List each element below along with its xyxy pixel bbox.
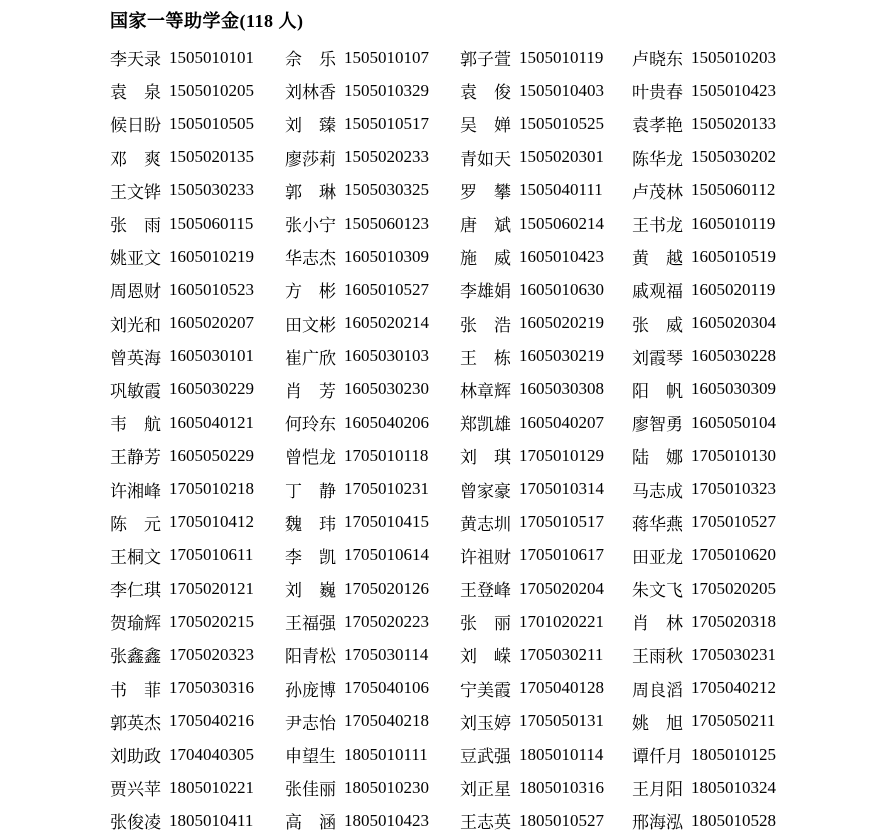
- recipient-id: 1505010203: [691, 47, 776, 67]
- recipient-name: 崔广欣: [285, 348, 336, 368]
- recipient-id: 1605050104: [691, 412, 776, 432]
- recipient-name: 张 浩: [460, 315, 511, 335]
- recipient-id: 1805010221: [169, 777, 254, 797]
- recipient-id: 1805010527: [519, 810, 604, 830]
- recipient-id: 1705010231: [344, 479, 429, 499]
- recipient-name: 陆 娜: [632, 448, 683, 468]
- recipient-id: 1505010205: [169, 80, 254, 100]
- recipient-entry: [460, 207, 632, 240]
- recipient-id: 1705010415: [344, 512, 429, 532]
- recipient-entry: [285, 705, 460, 738]
- recipient-id: 1704040305: [169, 744, 254, 764]
- recipient-entry: [460, 804, 632, 837]
- recipient-name: 黄志圳: [460, 514, 511, 534]
- recipient-id: 1805010111: [344, 744, 428, 764]
- recipient-id: 1705010614: [344, 545, 429, 565]
- recipient-id: 1605030229: [169, 379, 254, 399]
- recipient-name: 刘光和: [110, 315, 161, 335]
- recipient-entry: [110, 705, 285, 738]
- recipient-id: 1605020214: [344, 313, 429, 333]
- recipient-entry: [460, 638, 632, 671]
- recipient-name: 曾家豪: [460, 481, 511, 501]
- recipient-id: 1805010411: [169, 810, 254, 830]
- recipient-name: 王登峰: [460, 581, 511, 601]
- recipient-entry: [632, 373, 802, 406]
- recipient-name: 贺瑜辉: [110, 614, 161, 634]
- recipient-entry: [285, 506, 460, 539]
- recipient-entry: [460, 240, 632, 273]
- recipient-name: 周良滔: [632, 680, 683, 700]
- recipient-entry: [110, 506, 285, 539]
- recipient-id: 1705020323: [169, 644, 254, 664]
- recipient-entry: [110, 107, 285, 140]
- recipient-name: 王文铧: [110, 182, 161, 202]
- recipient-entry: [460, 605, 632, 638]
- recipient-entry: [632, 605, 802, 638]
- recipient-name: 高 涵: [285, 813, 336, 833]
- recipient-name: 卢茂林: [632, 182, 683, 202]
- recipient-id: 1705020318: [691, 611, 776, 631]
- recipient-id: 1505010101: [169, 47, 254, 67]
- recipient-id: 1505060115: [169, 213, 254, 233]
- recipient-entry: [285, 472, 460, 505]
- recipient-id: 1705010129: [519, 445, 604, 465]
- recipient-id: 1605030228: [691, 346, 776, 366]
- recipient-entry: [632, 273, 802, 306]
- recipient-entry: [285, 107, 460, 140]
- recipient-id: 1705020121: [169, 578, 254, 598]
- recipient-id: 1805010316: [519, 777, 604, 797]
- recipient-id: 1805010324: [691, 777, 776, 797]
- recipient-id: 1705010412: [169, 512, 254, 532]
- recipient-entry: [632, 340, 802, 373]
- recipient-id: 1605020219: [519, 313, 604, 333]
- recipient-name: 邓 爽: [110, 149, 161, 169]
- recipient-id: 1705040216: [169, 711, 254, 731]
- recipient-id: 1505040111: [519, 180, 603, 200]
- recipient-name: 姚亚文: [110, 249, 161, 269]
- recipient-entry: [110, 240, 285, 273]
- document-title: 国家一等助学金(118 人): [110, 11, 304, 31]
- recipient-name: 王月阳: [632, 780, 683, 800]
- recipient-name: 张小宁: [285, 216, 336, 236]
- recipient-name: 王福强: [285, 614, 336, 634]
- recipient-grid: [110, 41, 892, 838]
- recipient-entry: [110, 174, 285, 207]
- recipient-name: 青如天: [460, 149, 511, 169]
- recipient-id: 1705040212: [691, 678, 776, 698]
- recipient-name: 田文彬: [285, 315, 336, 335]
- recipient-name: 孙庞博: [285, 680, 336, 700]
- recipient-id: 1705020205: [691, 578, 776, 598]
- recipient-name: 刘 嵘: [460, 647, 511, 667]
- recipient-entry: [285, 638, 460, 671]
- recipient-entry: [632, 506, 802, 539]
- recipient-entry: [632, 174, 802, 207]
- recipient-entry: [460, 506, 632, 539]
- recipient-name: 豆武强: [460, 747, 511, 767]
- recipient-name: 罗 攀: [460, 182, 511, 202]
- recipient-name: 巩敏霞: [110, 381, 161, 401]
- recipient-id: 1605010309: [344, 246, 429, 266]
- recipient-id: 1505010119: [519, 47, 604, 67]
- recipient-name: 王静芳: [110, 448, 161, 468]
- recipient-id: 1705010314: [519, 479, 604, 499]
- recipient-id: 1505010505: [169, 113, 254, 133]
- recipient-id: 1705020215: [169, 611, 254, 631]
- recipient-name: 郭子萱: [460, 50, 511, 70]
- recipient-entry: [110, 572, 285, 605]
- recipient-entry: [110, 605, 285, 638]
- recipient-name: 许祖财: [460, 547, 511, 567]
- recipient-name: 张 丽: [460, 614, 511, 634]
- recipient-name: 王志英: [460, 813, 511, 833]
- recipient-id: 1705010517: [519, 512, 604, 532]
- recipient-name: 张佳丽: [285, 780, 336, 800]
- recipient-id: 1701020221: [519, 611, 604, 631]
- recipient-id: 1705030211: [519, 644, 604, 664]
- recipient-name: 田亚龙: [632, 547, 683, 567]
- recipient-entry: [285, 373, 460, 406]
- recipient-name: 李天录: [110, 50, 161, 70]
- recipient-entry: [110, 406, 285, 439]
- recipient-id: 1605050229: [169, 445, 254, 465]
- recipient-name: 郭英杰: [110, 713, 161, 733]
- recipient-id: 1505010329: [344, 80, 429, 100]
- recipient-name: 王桐文: [110, 547, 161, 567]
- recipient-name: 刘林香: [285, 83, 336, 103]
- recipient-id: 1505030202: [691, 147, 776, 167]
- recipient-entry: [632, 738, 802, 771]
- recipient-entry: [460, 41, 632, 74]
- recipient-id: 1605030219: [519, 346, 604, 366]
- recipient-entry: [285, 572, 460, 605]
- recipient-name: 刘 臻: [285, 116, 336, 136]
- recipient-id: 1505020233: [344, 147, 429, 167]
- recipient-id: 1505010517: [344, 113, 429, 133]
- recipient-entry: [460, 572, 632, 605]
- recipient-id: 1705010527: [691, 512, 776, 532]
- recipient-entry: [110, 804, 285, 837]
- recipient-name: 候日盼: [110, 116, 161, 136]
- recipient-name: 刘 巍: [285, 581, 336, 601]
- recipient-id: 1605040121: [169, 412, 254, 432]
- recipient-entry: [460, 74, 632, 107]
- recipient-name: 王雨秋: [632, 647, 683, 667]
- recipient-entry: [460, 373, 632, 406]
- recipient-entry: [632, 804, 802, 837]
- recipient-entry: [110, 472, 285, 505]
- recipient-entry: [460, 273, 632, 306]
- recipient-entry: [632, 638, 802, 671]
- recipient-entry: [285, 240, 460, 273]
- recipient-name: 许湘峰: [110, 481, 161, 501]
- recipient-id: 1605030103: [344, 346, 429, 366]
- recipient-name: 戚观福: [632, 282, 683, 302]
- recipient-id: 1505060214: [519, 213, 604, 233]
- recipient-id: 1705010617: [519, 545, 604, 565]
- recipient-name: 袁孝艳: [632, 116, 683, 136]
- recipient-id: 1605020304: [691, 313, 776, 333]
- recipient-name: 施 威: [460, 249, 511, 269]
- recipient-name: 李 凯: [285, 547, 336, 567]
- recipient-name: 廖莎莉: [285, 149, 336, 169]
- recipient-name: 郭 琳: [285, 182, 336, 202]
- recipient-id: 1605010527: [344, 279, 429, 299]
- recipient-name: 肖 芳: [285, 381, 336, 401]
- recipient-name: 袁 泉: [110, 83, 161, 103]
- recipient-id: 1705010130: [691, 445, 776, 465]
- recipient-name: 林章辉: [460, 381, 511, 401]
- recipient-id: 1605020119: [691, 279, 776, 299]
- recipient-name: 韦 航: [110, 415, 161, 435]
- recipient-entry: [632, 74, 802, 107]
- recipient-name: 蒋华燕: [632, 514, 683, 534]
- recipient-entry: [632, 672, 802, 705]
- recipient-name: 张俊凌: [110, 813, 161, 833]
- recipient-id: 1505060112: [691, 180, 776, 200]
- recipient-id: 1705010323: [691, 479, 776, 499]
- recipient-name: 马志成: [632, 481, 683, 501]
- recipient-entry: [460, 406, 632, 439]
- recipient-entry: [460, 472, 632, 505]
- recipient-name: 何玲东: [285, 415, 336, 435]
- recipient-id: 1505020133: [691, 113, 776, 133]
- recipient-entry: [110, 273, 285, 306]
- recipient-id: 1705040218: [344, 711, 429, 731]
- recipient-id: 1605030101: [169, 346, 254, 366]
- recipient-id: 1505020301: [519, 147, 604, 167]
- recipient-id: 1605040206: [344, 412, 429, 432]
- recipient-name: 魏 玮: [285, 514, 336, 534]
- recipient-entry: [632, 406, 802, 439]
- recipient-name: 佘 乐: [285, 50, 336, 70]
- recipient-entry: [632, 771, 802, 804]
- recipient-id: 1505020135: [169, 147, 254, 167]
- recipient-id: 1705010620: [691, 545, 776, 565]
- recipient-entry: [110, 307, 285, 340]
- recipient-id: 1705040106: [344, 678, 429, 698]
- recipient-id: 1605010219: [169, 246, 254, 266]
- recipient-entry: [632, 439, 802, 472]
- recipient-id: 1705020204: [519, 578, 604, 598]
- recipient-entry: [110, 672, 285, 705]
- recipient-name: 郑凯雄: [460, 415, 511, 435]
- recipient-name: 阳 帆: [632, 381, 683, 401]
- recipient-id: 1705050211: [691, 711, 776, 731]
- recipient-id: 1505030325: [344, 180, 429, 200]
- recipient-id: 1705030316: [169, 678, 254, 698]
- recipient-name: 刘 琪: [460, 448, 511, 468]
- recipient-entry: [632, 207, 802, 240]
- recipient-id: 1705050131: [519, 711, 604, 731]
- recipient-entry: [285, 605, 460, 638]
- recipient-entry: [460, 539, 632, 572]
- recipient-entry: [460, 174, 632, 207]
- recipient-id: 1805010230: [344, 777, 429, 797]
- recipient-id: 1505060123: [344, 213, 429, 233]
- recipient-name: 刘霞琴: [632, 348, 683, 368]
- recipient-entry: [632, 705, 802, 738]
- recipient-id: 1805010528: [691, 810, 776, 830]
- recipient-entry: [632, 539, 802, 572]
- recipient-name: 申望生: [285, 747, 336, 767]
- recipient-id: 1605010523: [169, 279, 254, 299]
- recipient-id: 1505030233: [169, 180, 254, 200]
- recipient-id: 1605030308: [519, 379, 604, 399]
- recipient-name: 尹志怡: [285, 713, 336, 733]
- recipient-entry: [110, 207, 285, 240]
- recipient-entry: [110, 771, 285, 804]
- recipient-name: 华志杰: [285, 249, 336, 269]
- recipient-entry: [285, 41, 460, 74]
- recipient-entry: [632, 41, 802, 74]
- recipient-id: 1705010611: [169, 545, 254, 565]
- recipient-entry: [285, 439, 460, 472]
- recipient-entry: [110, 373, 285, 406]
- recipient-id: 1705010118: [344, 445, 429, 465]
- recipient-id: 1705030231: [691, 644, 776, 664]
- recipient-name: 陈 元: [110, 514, 161, 534]
- recipient-entry: [285, 539, 460, 572]
- recipient-entry: [110, 738, 285, 771]
- recipient-id: 1805010423: [344, 810, 429, 830]
- recipient-entry: [460, 340, 632, 373]
- recipient-entry: [460, 705, 632, 738]
- recipient-entry: [460, 307, 632, 340]
- recipient-entry: [460, 672, 632, 705]
- recipient-id: 1605010630: [519, 279, 604, 299]
- recipient-name: 张 雨: [110, 216, 161, 236]
- recipient-name: 肖 林: [632, 614, 683, 634]
- recipient-entry: [110, 74, 285, 107]
- recipient-entry: [285, 141, 460, 174]
- recipient-entry: [632, 572, 802, 605]
- recipient-id: 1705030114: [344, 644, 429, 664]
- recipient-name: 书 菲: [110, 680, 161, 700]
- recipient-name: 廖智勇: [632, 415, 683, 435]
- recipient-name: 朱文飞: [632, 581, 683, 601]
- recipient-id: 1705040128: [519, 678, 604, 698]
- recipient-id: 1605010423: [519, 246, 604, 266]
- recipient-name: 李仁琪: [110, 581, 161, 601]
- recipient-entry: [285, 672, 460, 705]
- recipient-id: 1505010107: [344, 47, 429, 67]
- recipient-name: 张鑫鑫: [110, 647, 161, 667]
- recipient-name: 刘玉婷: [460, 713, 511, 733]
- recipient-name: 黄 越: [632, 249, 683, 269]
- recipient-name: 叶贵春: [632, 83, 683, 103]
- recipient-id: 1505010525: [519, 113, 604, 133]
- recipient-id: 1605010519: [691, 246, 776, 266]
- recipient-entry: [460, 439, 632, 472]
- recipient-entry: [285, 307, 460, 340]
- recipient-entry: [460, 771, 632, 804]
- recipient-id: 1605020207: [169, 313, 254, 333]
- recipient-id: 1705020126: [344, 578, 429, 598]
- recipient-id: 1805010125: [691, 744, 776, 764]
- recipient-name: 陈华龙: [632, 149, 683, 169]
- recipient-entry: [285, 804, 460, 837]
- recipient-name: 邢海泓: [632, 813, 683, 833]
- recipient-name: 刘正星: [460, 780, 511, 800]
- recipient-name: 谭仟月: [632, 747, 683, 767]
- recipient-name: 宁美霞: [460, 680, 511, 700]
- recipient-entry: [110, 638, 285, 671]
- recipient-id: 1605030230: [344, 379, 429, 399]
- recipient-name: 贾兴苹: [110, 780, 161, 800]
- recipient-entry: [110, 41, 285, 74]
- recipient-entry: [285, 74, 460, 107]
- recipient-id: 1605040207: [519, 412, 604, 432]
- recipient-entry: [632, 107, 802, 140]
- recipient-name: 阳青松: [285, 647, 336, 667]
- recipient-id: 1805010114: [519, 744, 604, 764]
- recipient-entry: [285, 273, 460, 306]
- recipient-entry: [285, 738, 460, 771]
- recipient-entry: [110, 439, 285, 472]
- recipient-entry: [285, 771, 460, 804]
- recipient-entry: [632, 240, 802, 273]
- recipient-entry: [110, 539, 285, 572]
- recipient-name: 袁 俊: [460, 83, 511, 103]
- recipient-id: 1705020223: [344, 611, 429, 631]
- recipient-entry: [285, 174, 460, 207]
- recipient-name: 丁 静: [285, 481, 336, 501]
- recipient-name: 曾恺龙: [285, 448, 336, 468]
- recipient-entry: [460, 738, 632, 771]
- recipient-name: 姚 旭: [632, 713, 683, 733]
- recipient-id: 1505010403: [519, 80, 604, 100]
- recipient-id: 1605010119: [691, 213, 776, 233]
- recipient-name: 王 栋: [460, 348, 511, 368]
- recipient-entry: [285, 340, 460, 373]
- recipient-entry: [110, 340, 285, 373]
- recipient-entry: [285, 207, 460, 240]
- recipient-name: 吴 婵: [460, 116, 511, 136]
- recipient-entry: [460, 141, 632, 174]
- recipient-name: 唐 斌: [460, 216, 511, 236]
- recipient-entry: [110, 141, 285, 174]
- recipient-entry: [632, 141, 802, 174]
- recipient-name: 曾英海: [110, 348, 161, 368]
- recipient-id: 1605030309: [691, 379, 776, 399]
- recipient-entry: [632, 472, 802, 505]
- recipient-entry: [632, 307, 802, 340]
- recipient-name: 王书龙: [632, 216, 683, 236]
- recipient-name: 张 威: [632, 315, 683, 335]
- recipient-name: 李雄娟: [460, 282, 511, 302]
- recipient-entry: [460, 107, 632, 140]
- recipient-name: 周恩财: [110, 282, 161, 302]
- recipient-name: 刘助政: [110, 747, 161, 767]
- recipient-id: 1505010423: [691, 80, 776, 100]
- recipient-entry: [285, 406, 460, 439]
- recipient-id: 1705010218: [169, 479, 254, 499]
- recipient-name: 卢晓东: [632, 50, 683, 70]
- recipient-name: 方 彬: [285, 282, 336, 302]
